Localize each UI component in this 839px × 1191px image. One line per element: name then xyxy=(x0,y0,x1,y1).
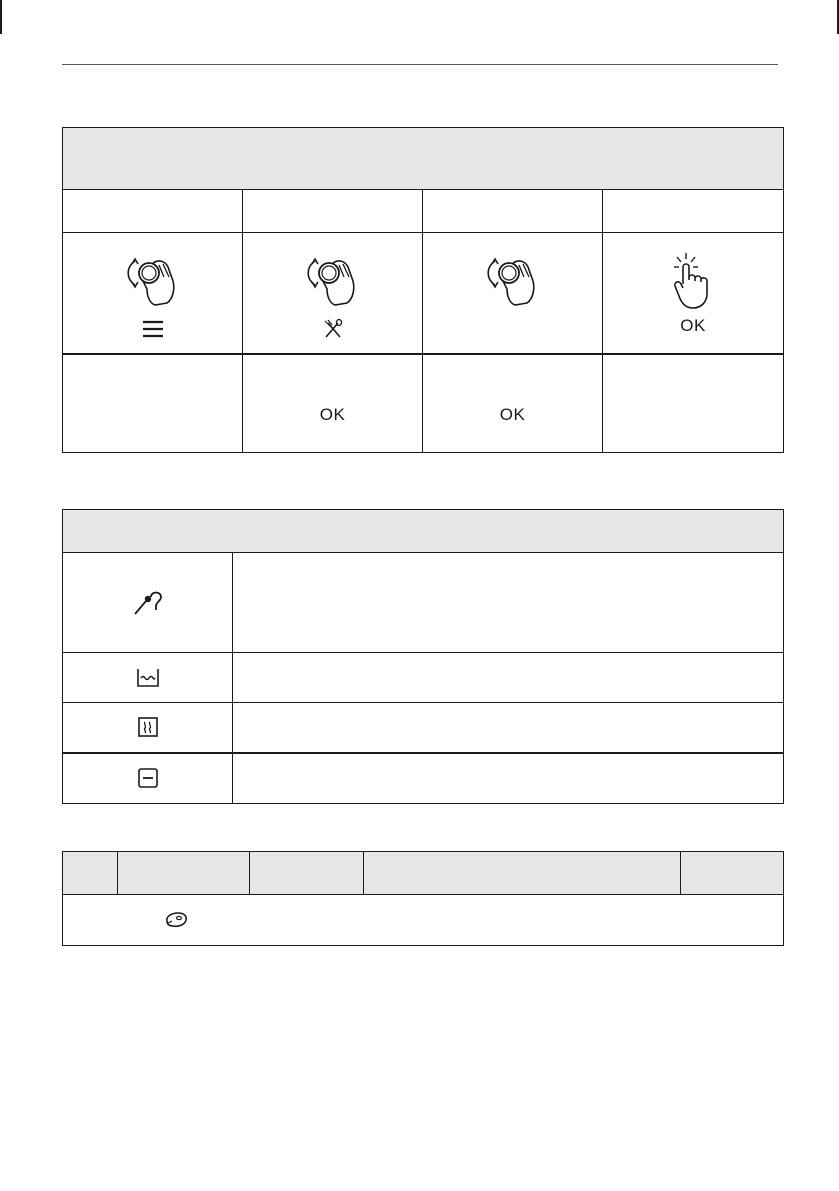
water-tank-icon xyxy=(135,667,161,689)
symbol-cell-steam xyxy=(63,703,233,753)
control-cell-1 xyxy=(63,233,243,354)
confirm-cell-2 xyxy=(243,354,423,453)
food-table-header-col-5 xyxy=(681,852,784,895)
symbol-desc-water xyxy=(233,653,784,703)
food-table xyxy=(62,851,784,946)
procedure-table xyxy=(62,127,784,453)
symbol-desc-probe xyxy=(233,553,784,653)
step-cell-3 xyxy=(423,190,603,233)
confirm-ok-label: OK xyxy=(499,405,526,425)
food-table-header-col-4 xyxy=(364,852,681,895)
food-table-header-col-3 xyxy=(250,852,364,895)
control-cell-2 xyxy=(243,233,423,354)
step-cell-2 xyxy=(243,190,423,233)
symbol-table-header xyxy=(63,510,784,553)
confirm-cell-1 xyxy=(63,354,243,453)
steam-heat-icon xyxy=(137,716,159,738)
cutlery-icon xyxy=(322,319,344,339)
minus-square-icon xyxy=(137,767,159,789)
symbol-desc-steam xyxy=(233,703,784,753)
ok-label: OK xyxy=(680,315,706,335)
food-category-row xyxy=(63,895,784,946)
symbol-desc-minus xyxy=(233,753,784,804)
control-cell-4 xyxy=(603,233,784,354)
food-table-header-col-2 xyxy=(118,852,250,895)
rotate-knob-hand-icon xyxy=(303,247,363,309)
symbol-cell-water xyxy=(63,653,233,703)
procedure-table-header xyxy=(63,128,784,190)
header-rule xyxy=(62,64,778,65)
confirm-ok-label: OK xyxy=(319,405,346,425)
confirm-cell-3 xyxy=(423,354,603,453)
step-cell-1 xyxy=(63,190,243,233)
food-probe-icon xyxy=(131,589,165,617)
food-table-header-col-1 xyxy=(63,852,118,895)
symbol-cell-probe xyxy=(63,553,233,653)
menu-icon xyxy=(141,319,165,339)
symbol-cell-minus xyxy=(63,753,233,804)
page-crop-mark-left xyxy=(0,0,2,34)
rotate-knob-hand-icon xyxy=(483,247,543,309)
symbol-table xyxy=(62,509,784,804)
meat-steak-icon xyxy=(164,911,188,929)
step-cell-4 xyxy=(603,190,784,233)
control-cell-3 xyxy=(423,233,603,354)
confirm-cell-4 xyxy=(603,354,784,453)
touch-finger-icon xyxy=(668,250,718,310)
rotate-knob-hand-icon xyxy=(123,247,183,309)
